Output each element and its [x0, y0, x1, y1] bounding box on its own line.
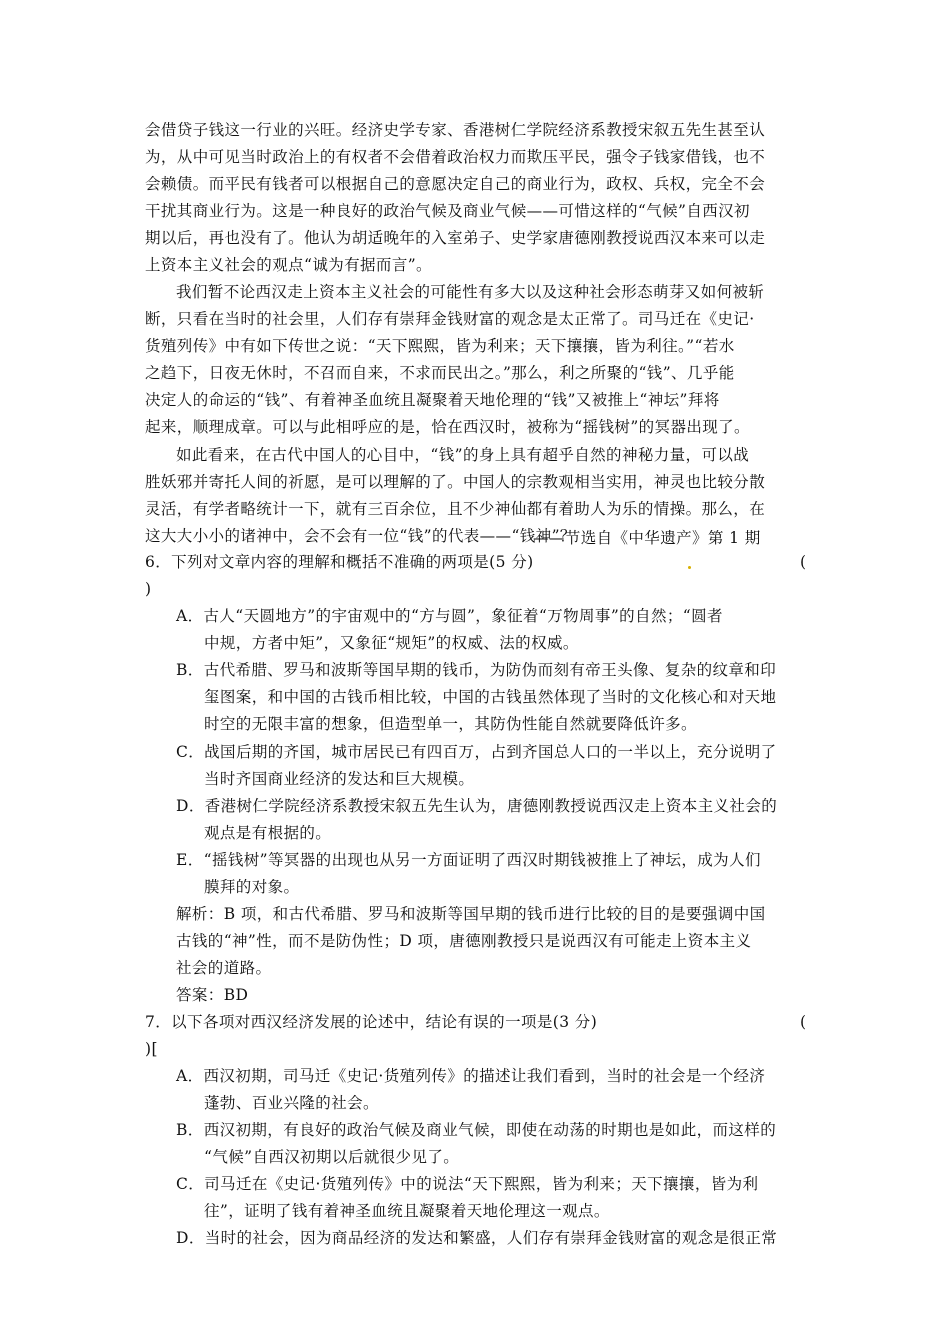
option-b: B．古代希腊、罗马和波斯等国早期的钱币，为防伪而刻有帝王头像、复杂的纹章和印	[176, 661, 777, 679]
analysis-text: 古钱的“神”性，而不是防伪性；D 项，唐德刚教授只是说西汉有可能走上资本主义	[176, 932, 752, 950]
analysis-text: 社会的道路。	[176, 959, 272, 977]
source-citation: ——节选自《中华遗产》第 1 期	[533, 529, 761, 547]
passage-line: 如此看来，在古代中国人的心目中，“钱”的身上具有超乎自然的神秘力量，可以战	[176, 446, 750, 464]
passage-line: 之趋下，日夜无休时，不召而自来，不求而民出之。”那么，利之所聚的“钱”、几乎能	[145, 364, 735, 382]
stray-mark	[688, 566, 691, 569]
option-b-cont: “气候”自西汉初期以后就很少见了。	[204, 1148, 460, 1166]
passage-line: 断，只看在当时的社会里，人们存有崇拜金钱财富的观念是太正常了。司马迁在《史记·	[145, 310, 755, 328]
answer-paren-open: (	[800, 1013, 807, 1031]
passage-line: 货殖列传》中有如下传世之说：“天下熙熙，皆为利来；天下攘攘，皆为利往。”“若水	[145, 337, 735, 355]
passage-line: 灵活，有学者略统计一下，就有三百余位，且不少神仙都有着助人为乐的情操。那么，在	[145, 500, 766, 518]
passage-line: 上资本主义社会的观点“诚为有据而言”。	[145, 256, 432, 274]
answer-paren-close: )[	[145, 1040, 158, 1058]
passage-line: 会借贷子钱这一行业的兴旺。经济史学专家、香港树仁学院经济系教授宋叙五先生甚至认	[145, 121, 766, 139]
option-a: A．西汉初期，司马迁《史记·货殖列传》的描述让我们看到，当时的社会是一个经济	[176, 1067, 766, 1085]
analysis-text: 解析：B 项，和古代希腊、罗马和波斯等国早期的钱币进行比较的目的是要强调中国	[176, 905, 766, 923]
option-d-cont: 观点是有根据的。	[204, 824, 332, 842]
option-e: E．“摇钱树”等冥器的出现也从另一方面证明了西汉时期钱被推上了神坛，成为人们	[176, 851, 761, 869]
question-7-stem: 7．以下各项对西汉经济发展的论述中，结论有误的一项是(3 分)	[145, 1013, 598, 1031]
option-d: D．香港树仁学院经济系教授宋叙五先生认为，唐德刚教授说西汉走上资本主义社会的	[176, 797, 778, 815]
option-c-cont: 往”，证明了钱有着神圣血统且凝聚着天地伦理这一观点。	[204, 1202, 610, 1220]
option-b: B．西汉初期，有良好的政治气候及商业气候，即使在动荡的时期也是如此，而这样的	[176, 1121, 777, 1139]
passage-line: 起来，顺理成章。可以与此相呼应的是，恰在西汉时，被称为“摇钱树”的冥器出现了。	[145, 418, 750, 436]
option-a: A．古人“天圆地方”的宇宙观中的“方与圆”，象征着“万物周事”的自然；“圆者	[176, 607, 723, 625]
passage-line: 期以后，再也没有了。他认为胡适晚年的入室弟子、史学家唐德刚教授说西汉本来可以走	[145, 229, 766, 247]
passage-line: 胜妖邪并寄托人间的祈愿，是可以理解的了。中国人的宗教观相当实用，神灵也比较分散	[145, 473, 766, 491]
option-d: D．当时的社会，因为商品经济的发达和繁盛，人们存有崇拜金钱财富的观念是很正常	[176, 1229, 778, 1247]
answer-paren-open: (	[800, 553, 807, 571]
passage-line: 为，从中可见当时政治上的有权者不会借着政治权力而欺压平民，强令子钱家借钱，也不	[145, 148, 766, 166]
option-b-cont: 玺图案，和中国的古钱币相比较，中国的古钱虽然体现了当时的文化核心和对天地	[204, 688, 777, 706]
question-6-stem: 6．下列对文章内容的理解和概括不准确的两项是(5 分)	[145, 553, 534, 571]
passage-line: 会赖债。而平民有钱者可以根据自己的意愿决定自己的商业行为，政权、兵权，完全不会	[145, 175, 766, 193]
passage-line: 我们暂不论西汉走上资本主义社会的可能性有多大以及这种社会形态萌芽又如何被斩	[176, 283, 765, 301]
answer-text: 答案：BD	[176, 986, 249, 1004]
passage-line: 干扰其商业行为。这是一种良好的政治气候及商业气候——可惜这样的“气候”自西汉初	[145, 202, 750, 220]
option-c: C．司马迁在《史记·货殖列传》中的说法“天下熙熙，皆为利来；天下攘攘，皆为利	[176, 1175, 759, 1193]
answer-paren-close: )	[145, 580, 152, 598]
passage-line: 决定人的命运的“钱”、有着神圣血统且凝聚着天地伦理的“钱”又被推上“神坛”拜将	[145, 391, 720, 409]
option-b-cont: 时空的无限丰富的想象，但造型单一，其防伪性能自然就要降低许多。	[204, 715, 697, 733]
option-c-cont: 当时齐国商业经济的发达和巨大规模。	[204, 770, 475, 788]
option-c: C．战国后期的齐国，城市居民已有四百万，占到齐国总人口的一半以上，充分说明了	[176, 743, 777, 761]
option-a-cont: 中规，方者中矩”，又象征“规矩”的权威、法的权威。	[204, 634, 579, 652]
option-e-cont: 膜拜的对象。	[204, 878, 300, 896]
option-a-cont: 蓬勃、百业兴隆的社会。	[204, 1094, 379, 1112]
passage-line: 这大大小小的诸神中，会不会有一位“钱”的代表——“钱神”？	[145, 527, 576, 545]
